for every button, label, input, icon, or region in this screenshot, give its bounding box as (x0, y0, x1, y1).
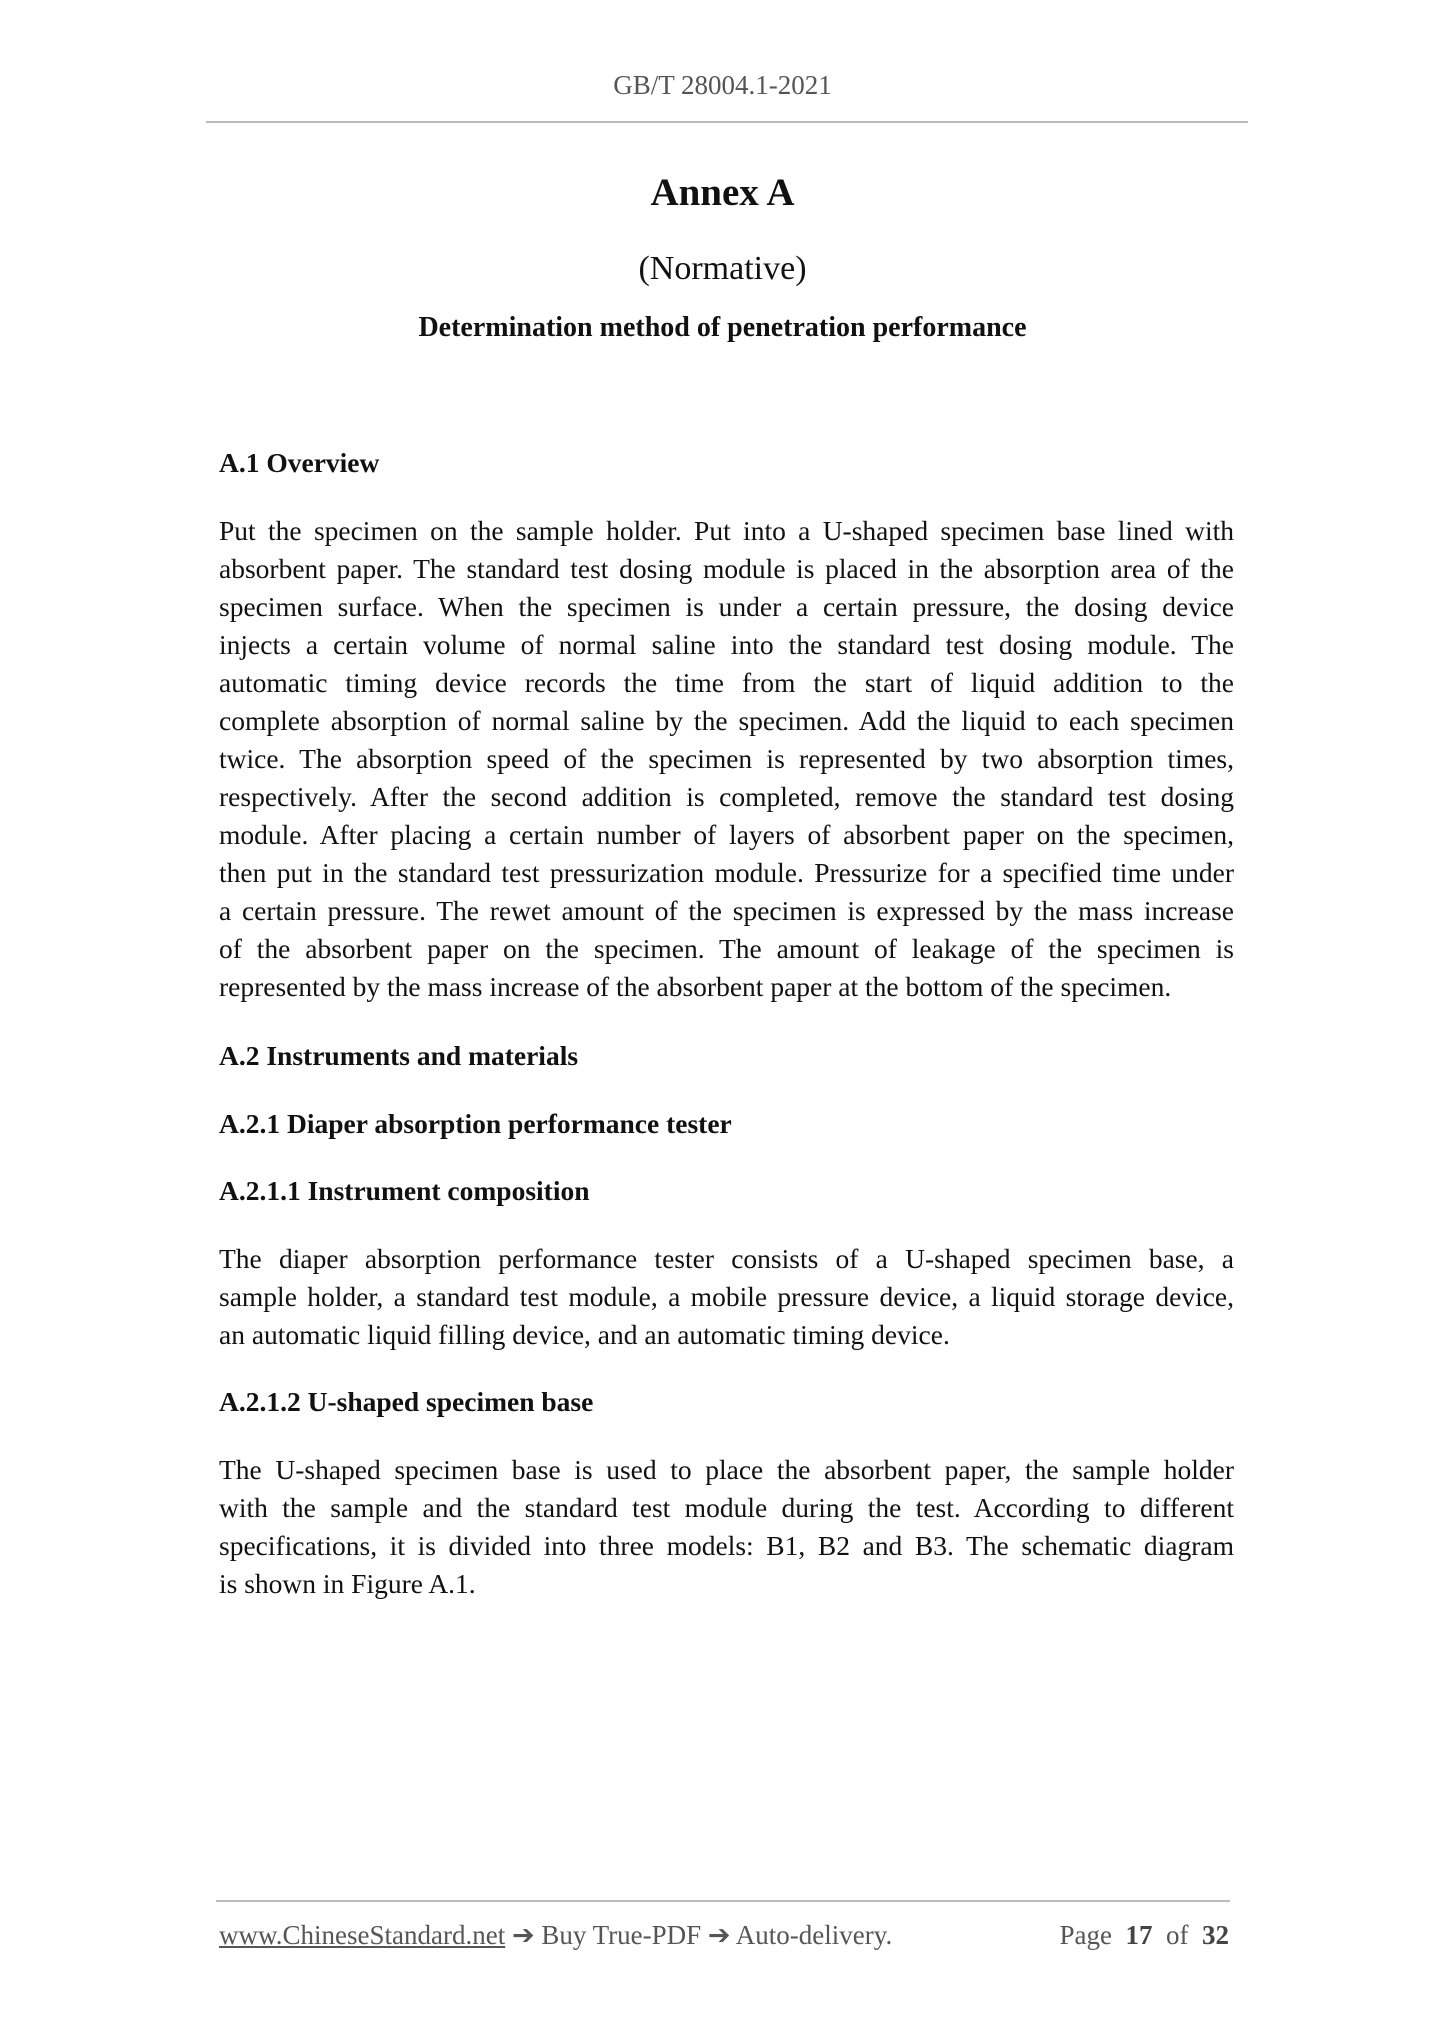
delivery-text: Auto-delivery. (735, 1920, 893, 1950)
text-line: Put the specimen on the sample holder. Put into a U-shaped specimen base lined with (219, 515, 1234, 546)
text-line: an automatic liquid filling device, and an automatic timing device. (219, 1319, 950, 1350)
total-pages: 32 (1202, 1920, 1229, 1950)
heading-a21: A.2.1 Diaper absorption performance tester (219, 1108, 732, 1139)
text-line: module. After placing a certain number of layers of absorbent paper on the specimen, (219, 819, 1234, 850)
heading-a2: A.2 Instruments and materials (219, 1040, 579, 1071)
paragraph-a212 (219, 1451, 1234, 1603)
text-line: The diaper absorption performance tester consists of a U-shaped specimen base, a (219, 1243, 1234, 1274)
text-line: twice. The absorption speed of the specimen is represented by two absorption times, (219, 743, 1234, 774)
buy-text: Buy True-PDF (541, 1920, 702, 1950)
text-line: is shown in Figure A.1. (219, 1568, 476, 1599)
text-line: The U-shaped specimen base is used to place the absorbent paper, the sample holder (219, 1454, 1234, 1485)
page-number (1060, 1920, 1229, 1951)
text-line: sample holder, a standard test module, a mobile pressure device, a liquid storage device, (219, 1281, 1234, 1312)
paragraph-a211 (219, 1240, 1234, 1354)
arrow-icon: ➔ (511, 1920, 535, 1950)
text-line: with the sample and the standard test module during the test. According to different (219, 1492, 1234, 1523)
text-line: of the absorbent paper on the specimen. The amount of leakage of the specimen is (219, 933, 1234, 964)
footer-divider (216, 1900, 1230, 1902)
annex-subtitle: Determination method of penetration performance (418, 312, 1027, 343)
text-line: absorbent paper. The standard test dosing module is placed in the absorption area of the (219, 553, 1234, 584)
running-header: GB/T 28004.1-2021 (613, 70, 832, 100)
paragraph-a1 (219, 512, 1234, 1006)
text-line: specimen surface. When the specimen is under a certain pressure, the dosing device (219, 591, 1234, 622)
header-divider (206, 121, 1248, 123)
annex-title: Annex A (650, 171, 795, 214)
text-line: a certain pressure. The rewet amount of the specimen is expressed by the mass increase (219, 895, 1234, 926)
current-page: 17 (1125, 1920, 1153, 1950)
annex-type: (Normative) (638, 250, 807, 287)
arrow-icon: ➔ (707, 1920, 731, 1950)
text-line: represented by the mass increase of the absorbent paper at the bottom of the specimen. (219, 971, 1172, 1002)
text-line: complete absorption of normal saline by the specimen. Add the liquid to each specimen (219, 705, 1234, 736)
heading-a211: A.2.1.1 Instrument composition (219, 1175, 590, 1206)
website-link[interactable]: www.ChineseStandard.net (219, 1920, 506, 1950)
text-line: automatic timing device records the time from the start of liquid addition to the (219, 667, 1234, 698)
of-label: of (1166, 1920, 1189, 1950)
page-label: Page (1059, 1920, 1112, 1950)
text-line: injects a certain volume of normal saline into the standard test dosing module. The (219, 629, 1234, 660)
footer-promo (219, 1920, 892, 1951)
text-line: respectively. After the second addition is completed, remove the standard test dosing (219, 781, 1234, 812)
text-line: then put in the standard test pressurization module. Pressurize for a specified time under (219, 857, 1234, 888)
heading-a1: A.1 Overview (219, 447, 380, 478)
text-line: specifications, it is divided into three models: B1, B2 and B3. The schematic diagram (219, 1530, 1234, 1561)
heading-a212: A.2.1.2 U-shaped specimen base (219, 1386, 594, 1417)
